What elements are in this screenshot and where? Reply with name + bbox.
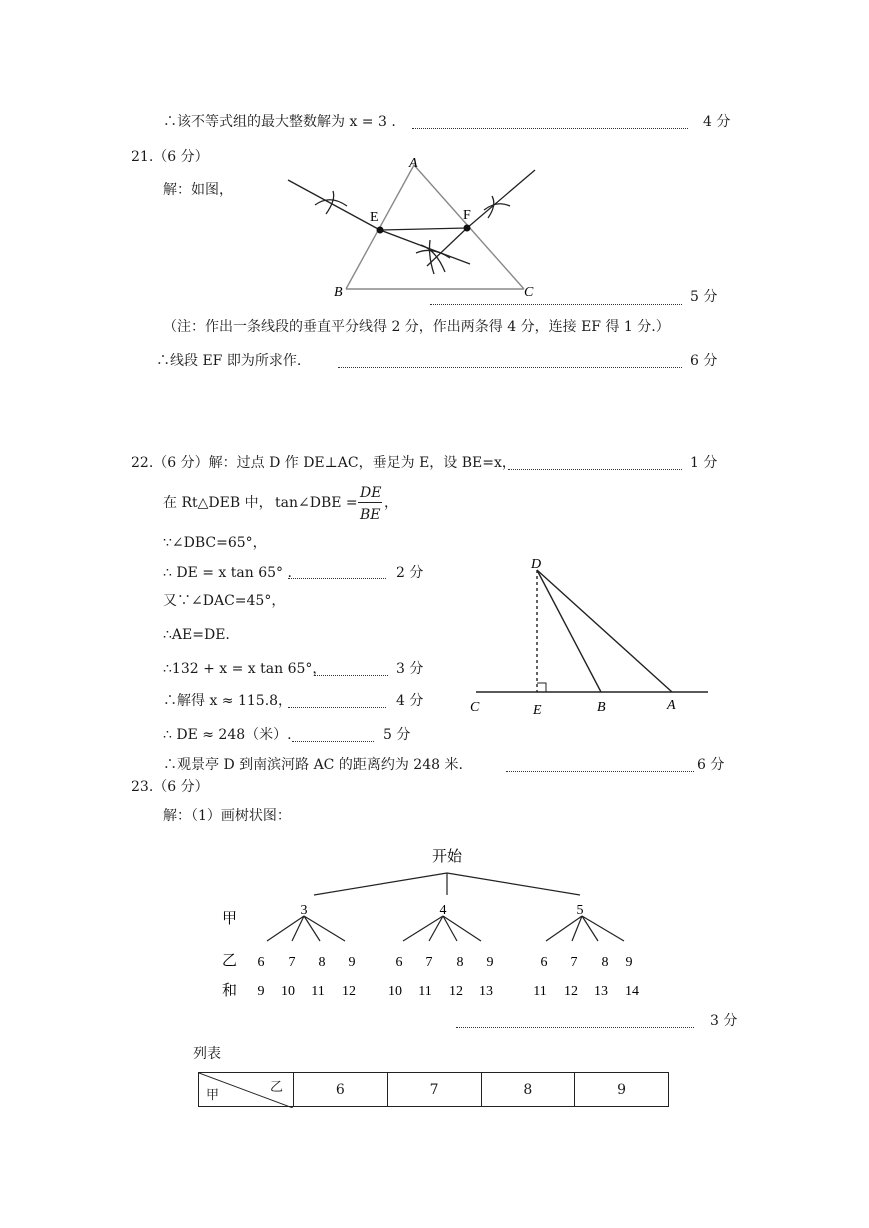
table-title: 列表 bbox=[193, 1046, 221, 1062]
jia-value: 3 bbox=[300, 903, 308, 918]
row-label-he: 和 bbox=[222, 981, 238, 999]
leader-dots bbox=[456, 1027, 694, 1028]
point-label-E: E bbox=[533, 703, 542, 718]
q22-angle-dac: 又∵∠DAC=45°， bbox=[163, 593, 286, 609]
corner-label-jia: 甲 bbox=[206, 1088, 220, 1103]
jia-value: 5 bbox=[576, 903, 584, 918]
sum-value: 13 bbox=[479, 984, 493, 999]
inequality-conclusion: ∴该不等式组的最大整数解为 x = 3 . bbox=[163, 114, 396, 130]
q21-grading-note: （注：作出一条线段的垂直平分线得 2 分，作出两条得 4 分，连接 EF 得 1 分.） bbox=[163, 319, 670, 335]
score-label: 3 分 bbox=[396, 661, 424, 677]
table-header-cell: 6 bbox=[294, 1073, 388, 1107]
yi-value: 8 bbox=[318, 955, 326, 970]
yi-value: 7 bbox=[570, 955, 578, 970]
question-23-header: 23.（6 分） bbox=[131, 779, 209, 795]
sum-value: 10 bbox=[388, 984, 402, 999]
table-header-cell: 9 bbox=[575, 1073, 669, 1107]
table-header-cell: 7 bbox=[387, 1073, 481, 1107]
sum-value: 11 bbox=[533, 984, 547, 999]
sum-value: 12 bbox=[342, 984, 356, 999]
probability-table bbox=[198, 1072, 669, 1107]
point-label-F: F bbox=[463, 208, 471, 223]
yi-value: 6 bbox=[540, 955, 548, 970]
fraction-denominator: BE bbox=[360, 507, 381, 523]
point-label-D: D bbox=[531, 557, 542, 572]
score-label: 4 分 bbox=[703, 114, 731, 130]
sum-value: 11 bbox=[418, 984, 432, 999]
sum-value: 9 bbox=[257, 984, 265, 999]
score-label: 4 分 bbox=[396, 693, 424, 709]
yi-value: 9 bbox=[486, 955, 494, 970]
fraction-numerator: DE bbox=[360, 485, 382, 501]
point-label-B: B bbox=[597, 700, 606, 715]
score-label: 6 分 bbox=[690, 353, 718, 369]
sum-value: 11 bbox=[311, 984, 325, 999]
yi-value: 6 bbox=[257, 955, 265, 970]
comma: ， bbox=[384, 495, 398, 511]
table-header-row bbox=[199, 1073, 669, 1107]
q22-solve-x: ∴解得 x ≈ 115.8， bbox=[163, 693, 293, 709]
q22-equation: ∴132 + x = x tan 65°， bbox=[163, 661, 327, 677]
q22-de-value: ∴ DE ≈ 248（米）. bbox=[163, 727, 292, 743]
sum-value: 12 bbox=[564, 984, 578, 999]
sum-value: 13 bbox=[594, 984, 608, 999]
row-label-yi: 乙 bbox=[222, 951, 238, 969]
vertex-label-B: B bbox=[334, 285, 343, 300]
point-label-E: E bbox=[370, 210, 379, 225]
score-label: 5 分 bbox=[690, 289, 718, 305]
corner-label-yi: 乙 bbox=[269, 1080, 283, 1095]
score-label: 1 分 bbox=[690, 455, 718, 471]
yi-value: 6 bbox=[395, 955, 403, 970]
question-21-header: 21.（6 分） bbox=[131, 149, 209, 165]
vertex-label-C: C bbox=[524, 285, 534, 300]
sum-value: 12 bbox=[449, 984, 463, 999]
point-label-A: A bbox=[667, 698, 676, 713]
tree-root-start: 开始 bbox=[432, 847, 463, 865]
sum-value: 10 bbox=[281, 984, 295, 999]
yi-value: 9 bbox=[625, 955, 633, 970]
jia-value: 4 bbox=[439, 903, 447, 918]
yi-value: 7 bbox=[288, 955, 296, 970]
yi-value: 8 bbox=[601, 955, 609, 970]
tan-expression: tan∠DBE = bbox=[275, 495, 358, 511]
table-corner-cell bbox=[199, 1073, 294, 1107]
score-label: 2 分 bbox=[396, 565, 424, 581]
yi-value: 8 bbox=[456, 955, 464, 970]
q22-de-expression: ∴ DE = x tan 65° . bbox=[163, 565, 292, 581]
yi-value: 9 bbox=[348, 955, 356, 970]
q21-conclusion: ∴线段 EF 即为所求作. bbox=[156, 353, 302, 369]
point-label-C: C bbox=[470, 700, 480, 715]
sum-value: 14 bbox=[625, 984, 639, 999]
q22-conclusion: ∴观景亭 D 到南滨河路 AC 的距离约为 248 米. bbox=[163, 757, 463, 773]
question-22-header: 22.（6 分）解：过点 D 作 DE⊥AC，垂足为 E，设 BE=x， bbox=[131, 455, 516, 471]
q22-ae-equals-de: ∴AE=DE. bbox=[163, 627, 230, 643]
q23-intro: 解：（1）画树状图： bbox=[163, 808, 291, 824]
score-label: 5 分 bbox=[383, 727, 411, 743]
vertex-label-A: A bbox=[409, 156, 418, 171]
table-header-cell: 8 bbox=[481, 1073, 575, 1107]
score-label: 6 分 bbox=[697, 757, 725, 773]
q22-triangle-setup: 在 Rt△DEB 中， bbox=[163, 495, 273, 511]
score-label: 3 分 bbox=[710, 1013, 738, 1029]
row-label-jia: 甲 bbox=[222, 909, 238, 927]
q21-intro: 解：如图， bbox=[163, 182, 233, 198]
yi-value: 7 bbox=[425, 955, 433, 970]
q22-angle-dbc: ∵∠DBC=65°， bbox=[163, 535, 267, 551]
